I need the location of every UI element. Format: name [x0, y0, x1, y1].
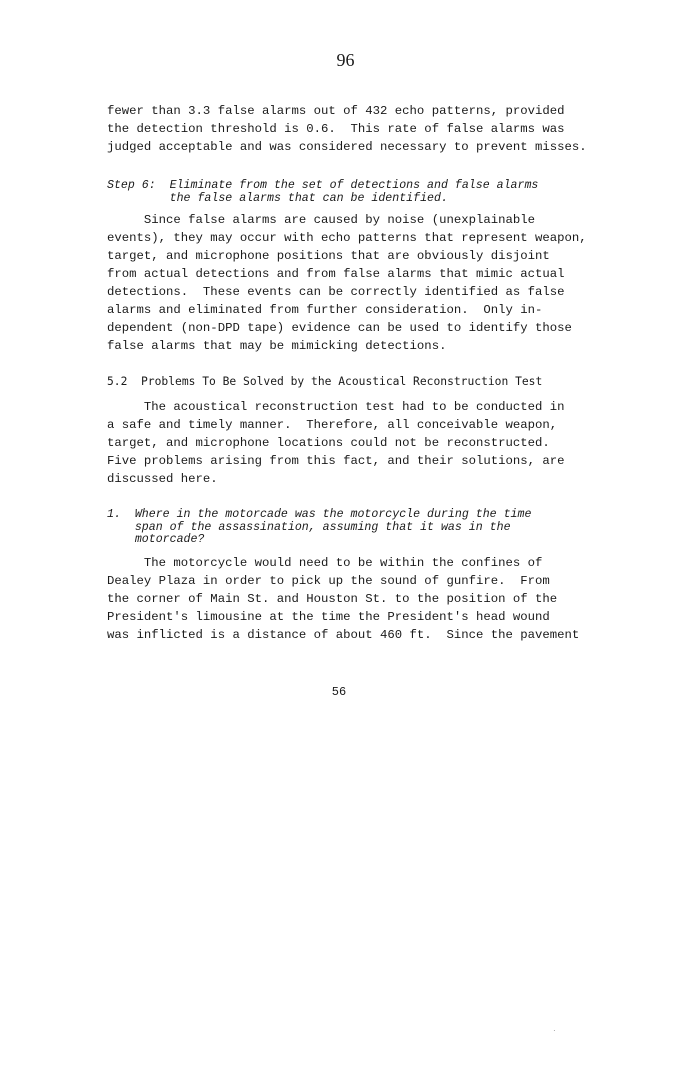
paragraph-4-line: the corner of Main St. and Houston St. to the position of the: [107, 592, 558, 606]
paragraph-2-line: alarms and eliminated from further consideration. Only in-: [107, 303, 543, 317]
paragraph-3-line: Five problems arising from this fact, and their solutions, are: [107, 454, 565, 468]
question-1-line: motorcade?: [107, 533, 205, 546]
paragraph-1-line: judged acceptable and was considered necessary to prevent misses.: [107, 140, 587, 154]
paragraph-3-line: The acoustical reconstruction test had to be conducted in: [107, 400, 565, 414]
paragraph-2-line: target, and microphone positions that are obviously disjoint: [107, 249, 550, 263]
paragraph-4-line: The motorcycle would need to be within the confines of: [107, 556, 543, 570]
paragraph-2-line: from actual detections and from false alarms that mimic actual: [107, 267, 565, 281]
paragraph-2-line: false alarms that may be mimicking detections.: [107, 339, 447, 353]
paragraph-2-line: Since false alarms are caused by noise (unexplainable: [107, 213, 536, 227]
question-1-line: span of the assassination, assuming that it was in the: [107, 520, 511, 534]
paragraph-4-line: President's limousine at the time the President's head wound: [107, 610, 550, 624]
paragraph-2-line: dependent (non-DPD tape) evidence can be used to identify those: [107, 321, 572, 335]
paragraph-2-line: events), they may occur with echo patterns that represent weapon,: [107, 231, 587, 245]
section-heading: 5.2 Problems To Be Solved by the Acoustical Reconstruction Test: [107, 375, 543, 388]
paragraph-4-line: Dealey Plaza in order to pick up the sound of gunfire. From: [107, 574, 550, 588]
paragraph-3-line: discussed here.: [107, 472, 218, 486]
paragraph-3-line: target, and microphone locations could not be reconstructed.: [107, 436, 550, 450]
paragraph-2-line: detections. These events can be correctly identified as false: [107, 285, 565, 299]
question-1-line: 1. Where in the motorcade was the motorcycle during the time: [107, 508, 532, 521]
footer-page-number: 56: [331, 685, 347, 699]
paragraph-1-line: fewer than 3.3 false alarms out of 432 echo patterns, provided: [107, 104, 565, 118]
page-number: 96: [336, 50, 355, 70]
paragraph-4-line: was inflicted is a distance of about 460 ft. Since the pavement: [107, 628, 580, 642]
step-6-heading-line: Step 6: Eliminate from the set of detections and false alarms: [107, 179, 539, 192]
scan-speck: ·: [553, 1026, 556, 1035]
paragraph-3-line: a safe and timely manner. Therefore, all conceivable weapon,: [107, 418, 558, 432]
paragraph-1-line: the detection threshold is 0.6. This rate of false alarms was: [107, 122, 565, 136]
step-6-heading-line: the false alarms that can be identified.: [107, 191, 448, 205]
